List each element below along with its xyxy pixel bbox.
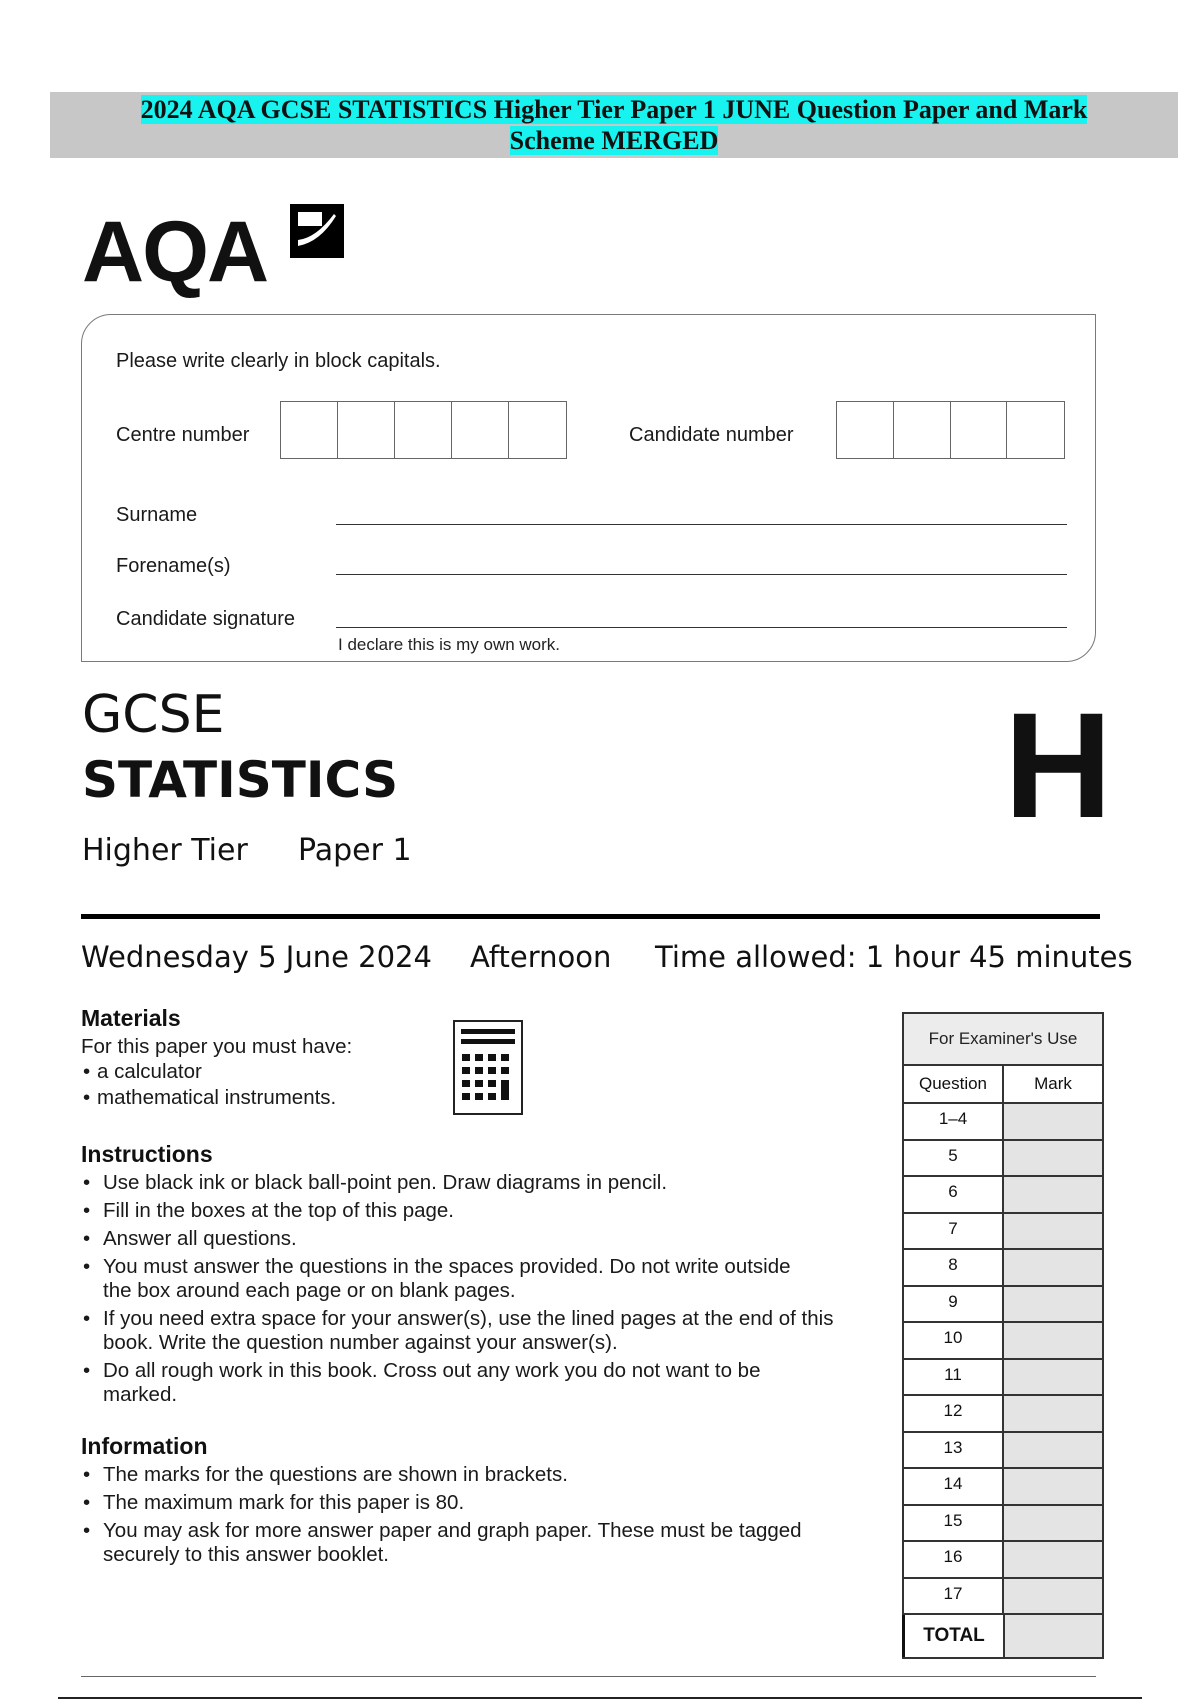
question-number: 1–4 <box>904 1104 1004 1139</box>
banner-line-1: 2024 AQA GCSE STATISTICS Higher Tier Paper 1 JUNE Question Paper and Mark <box>140 95 1088 124</box>
calculator-icon <box>453 1020 523 1115</box>
tier-label: Higher Tier <box>82 833 248 868</box>
total-row <box>902 1615 1102 1657</box>
mark-cell <box>1004 1250 1102 1285</box>
banner-line-2: Scheme MERGED <box>509 126 719 155</box>
information-list <box>81 1463 861 1571</box>
mark-cell <box>1004 1104 1102 1139</box>
header-divider <box>81 914 1100 919</box>
digit-box[interactable] <box>509 402 566 458</box>
question-number: 5 <box>904 1141 1004 1176</box>
table-row <box>904 1323 1102 1360</box>
question-column-header: Question <box>904 1066 1004 1102</box>
digit-box[interactable] <box>452 402 509 458</box>
list-item: • Use black ink or black ball-point pen. Draw diagrams in pencil. <box>83 1171 668 1194</box>
list-item: • If you need extra space for your answer(s), use the lined pages at the end of this book. Write the question number against your answer(s). <box>83 1307 834 1354</box>
total-mark-cell <box>1005 1615 1102 1657</box>
question-number: 8 <box>904 1250 1004 1285</box>
mark-cell <box>1004 1360 1102 1395</box>
mark-cell <box>1004 1396 1102 1431</box>
mark-cell <box>1004 1177 1102 1212</box>
footer-divider <box>81 1676 1096 1677</box>
examiners-use-title: For Examiner's Use <box>904 1014 1102 1066</box>
examiners-use-table <box>902 1012 1104 1659</box>
question-number: 17 <box>904 1579 1004 1614</box>
question-number: 16 <box>904 1542 1004 1577</box>
table-row <box>904 1141 1102 1178</box>
table-row <box>904 1396 1102 1433</box>
list-item: • The marks for the questions are shown in brackets. <box>83 1463 568 1486</box>
list-item: • mathematical instruments. <box>83 1086 337 1109</box>
surname-field[interactable] <box>336 524 1067 525</box>
form-instruction: Please write clearly in block capitals. <box>116 350 441 372</box>
digit-box[interactable] <box>837 402 894 458</box>
aqa-logo-text: AQA <box>82 204 268 300</box>
digit-box[interactable] <box>894 402 951 458</box>
qualification-title: GCSE <box>82 685 225 745</box>
aqa-logo-mark-icon <box>286 200 348 262</box>
question-number: 10 <box>904 1323 1004 1358</box>
table-header <box>904 1066 1102 1104</box>
list-item: • The maximum mark for this paper is 80. <box>83 1491 465 1514</box>
materials-heading: Materials <box>81 1005 181 1031</box>
exam-session: Afternoon <box>470 940 612 974</box>
question-number: 12 <box>904 1396 1004 1431</box>
signature-label: Candidate signature <box>116 608 296 630</box>
mark-cell <box>1004 1506 1102 1541</box>
mark-cell <box>1004 1287 1102 1322</box>
surname-label: Surname <box>116 504 198 526</box>
information-heading: Information <box>81 1433 208 1459</box>
table-row <box>904 1287 1102 1324</box>
materials-intro: For this paper you must have: <box>81 1035 353 1058</box>
table-row <box>904 1506 1102 1543</box>
mark-cell <box>1004 1579 1102 1614</box>
mark-cell <box>1004 1469 1102 1504</box>
signature-field[interactable] <box>336 627 1067 628</box>
page-bottom-rule <box>58 1697 1142 1699</box>
list-item: • Do all rough work in this book. Cross out any work you do not want to be marked. <box>83 1359 761 1406</box>
list-item: • You may ask for more answer paper and graph paper. These must be tagged securely to this answer booklet. <box>83 1519 802 1566</box>
mark-cell <box>1004 1433 1102 1468</box>
question-number: 14 <box>904 1469 1004 1504</box>
candidate-number-input[interactable] <box>836 401 1065 459</box>
list-item: • a calculator <box>83 1060 202 1083</box>
aqa-logo <box>82 200 352 300</box>
list-item: • You must answer the questions in the spaces provided. Do not write outside the box around each page or on blank pages. <box>83 1255 791 1302</box>
question-number: 15 <box>904 1506 1004 1541</box>
digit-box[interactable] <box>951 402 1008 458</box>
digit-box[interactable] <box>1007 402 1064 458</box>
instructions-list <box>81 1171 861 1411</box>
table-row <box>904 1433 1102 1470</box>
declaration-text: I declare this is my own work. <box>338 635 561 654</box>
forenames-label: Forename(s) <box>116 555 231 577</box>
table-row <box>904 1579 1102 1616</box>
digit-box[interactable] <box>338 402 395 458</box>
tier-letter: H <box>1004 681 1113 849</box>
total-label: TOTAL <box>905 1615 1005 1657</box>
question-number: 13 <box>904 1433 1004 1468</box>
mark-column-header: Mark <box>1034 1074 1072 1093</box>
mark-cell <box>1004 1214 1102 1249</box>
digit-box[interactable] <box>395 402 452 458</box>
question-number: 11 <box>904 1360 1004 1395</box>
table-row <box>904 1214 1102 1251</box>
document-title-banner <box>50 92 1178 158</box>
mark-cell <box>1004 1323 1102 1358</box>
forenames-field[interactable] <box>336 574 1067 575</box>
time-allowed: Time allowed: 1 hour 45 minutes <box>655 940 1133 974</box>
candidate-number-label: Candidate number <box>629 424 794 446</box>
centre-number-label: Centre number <box>116 424 250 446</box>
table-row <box>904 1542 1102 1579</box>
table-row <box>904 1469 1102 1506</box>
table-row <box>904 1360 1102 1397</box>
mark-cell <box>1004 1141 1102 1176</box>
question-number: 7 <box>904 1214 1004 1249</box>
table-row <box>904 1250 1102 1287</box>
paper-label: Paper 1 <box>298 833 412 868</box>
table-row <box>904 1104 1102 1141</box>
centre-number-input[interactable] <box>280 401 567 459</box>
question-number: 6 <box>904 1177 1004 1212</box>
list-item: • Answer all questions. <box>83 1227 297 1250</box>
exam-date: Wednesday 5 June 2024 <box>81 940 432 974</box>
mark-cell <box>1004 1542 1102 1577</box>
digit-box[interactable] <box>281 402 338 458</box>
list-item: • Fill in the boxes at the top of this page. <box>83 1199 454 1222</box>
table-row <box>904 1177 1102 1214</box>
subject-title: STATISTICS <box>82 751 399 809</box>
question-number: 9 <box>904 1287 1004 1322</box>
instructions-heading: Instructions <box>81 1141 213 1167</box>
